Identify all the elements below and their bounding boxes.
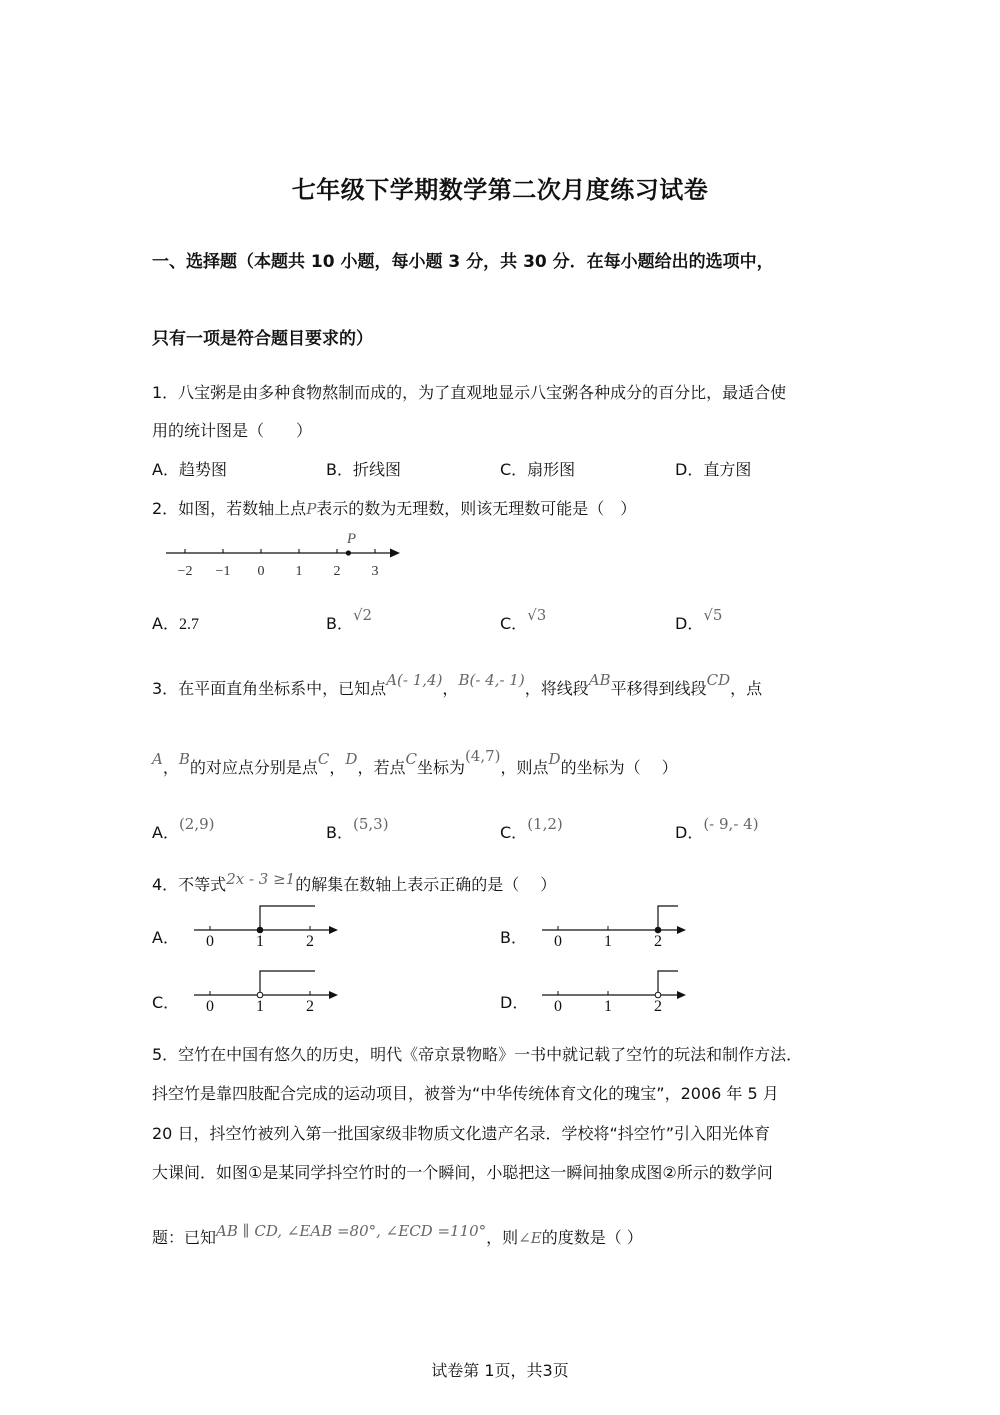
q3-option-a [152, 815, 215, 843]
q3-l2-c: C [317, 750, 330, 768]
q3-l2-text-3: ， [329, 758, 346, 777]
q4-solution-ray [658, 906, 678, 930]
q2-option-b-label: B． [326, 614, 353, 633]
q4-option-b-number-line [538, 900, 698, 956]
q2-tick-label: 3 [371, 564, 379, 579]
q3-l2-text-1: ， [162, 758, 179, 777]
q4-solution-ray [260, 971, 315, 995]
q3-option-a-value: (2,9) [178, 815, 215, 833]
q4-tick-label: 0 [554, 933, 562, 950]
q3-l2-text-7: 的坐标为（ ） [560, 758, 678, 777]
q3-option-b [326, 815, 389, 843]
q4-tick-label: 2 [654, 998, 662, 1015]
q4-tick-label: 2 [306, 933, 314, 950]
q4-tick-label: 1 [604, 933, 612, 950]
q1-stem-line2: 用的统计图是（ ） [152, 421, 313, 440]
q3-option-d-value: (- 9,- 4) [703, 815, 759, 833]
q3-l2-text-2: 的对应点分别是点 [189, 758, 318, 777]
q4-tick-label: 1 [256, 933, 264, 950]
q4-tick-label: 2 [654, 933, 662, 950]
q4-tick-label: 0 [206, 933, 214, 950]
q2-option-c-label: C． [500, 614, 528, 633]
q3-segment-cd: CD [706, 671, 731, 689]
q3-option-c [500, 815, 563, 843]
q3-text-3: ，将线段 [524, 679, 589, 698]
page-footer: 试卷第 1页，共3页 [431, 1361, 569, 1380]
q3-option-a-label: A． [152, 823, 179, 842]
q3-l2-c2: C [405, 750, 417, 768]
q5-l5-post: 的度数是（ ） [541, 1228, 643, 1247]
q4-open-point [257, 992, 263, 998]
q4-tick-label: 0 [554, 998, 562, 1015]
q2-option-a [152, 611, 199, 634]
q3-stem-line1 [152, 671, 763, 699]
q3-text-4: 平移得到线段 [610, 679, 707, 698]
q3-stem-line2 [152, 747, 678, 778]
q4-axis-arrow [329, 991, 338, 999]
q5-stem-line3: 20 日，抖空竹被列入第一批国家级非物质文化遗产名录．学校将“抖空竹”引入阳光体育 [152, 1124, 771, 1143]
q4-option-c-number-line [190, 965, 350, 1021]
q3-point-a: A(- 1,4) [386, 671, 443, 689]
q3-text-5: ，点 [730, 679, 763, 698]
q3-l2-d2: D [548, 750, 561, 768]
q3-l2-d: D [345, 750, 358, 768]
q1-option-a: A．趋势图 [152, 460, 227, 479]
q4-solution-ray [260, 906, 315, 930]
q5-l5-mid: ，则 [486, 1228, 519, 1247]
q5-stem-line1: 5．空竹在中国有悠久的历史，明代《帝京景物略》一书中就记载了空竹的玩法和制作方法． [152, 1045, 803, 1064]
q3-l2-text-4: ，若点 [357, 758, 406, 777]
q3-text-1: 3．在平面直角坐标系中，已知点 [152, 679, 387, 698]
q2-option-d-label: D． [675, 614, 704, 633]
q4-stem [152, 872, 556, 895]
q4-option-a-label: A． [152, 928, 179, 947]
q5-stem-line4: 大课间．如图①是某同学抖空竹时的一个瞬间，小聪把这一瞬间抽象成图②所示的数学问 [152, 1163, 773, 1182]
q2-stem-pre: 2．如图，若数轴上点 [152, 499, 307, 518]
q2-option-a-value: 2.7 [178, 616, 199, 633]
q4-stem-post: 的解集在数轴上表示正确的是（ ） [295, 875, 557, 894]
q3-l2-a: A [152, 750, 163, 768]
q3-l2-text-6: ，则点 [500, 758, 549, 777]
q5-stem-line2: 抖空竹是靠四肢配合完成的运动项目，被誉为“中华传统体育文化的瑰宝”，2006 年 5 月 [152, 1084, 779, 1103]
exam-title: 七年级下学期数学第二次月度练习试卷 [291, 176, 709, 204]
q2-number-line [160, 528, 410, 584]
q3-l2-text-5: 坐标为 [416, 758, 465, 777]
q1-option-d: D．直方图 [675, 460, 752, 479]
q1-option-b: B．折线图 [326, 460, 401, 479]
q2-option-d [675, 606, 723, 634]
q3-option-c-label: C． [500, 823, 528, 842]
q4-tick-label: 0 [206, 998, 214, 1015]
q4-stem-pre: 4．不等式 [152, 875, 227, 894]
q4-option-b-label: B． [500, 928, 527, 947]
q2-stem-var: P [306, 500, 317, 518]
q4-tick-label: 1 [256, 998, 264, 1015]
q3-option-c-value: (1,2) [527, 815, 563, 833]
q4-tick-label: 1 [604, 998, 612, 1015]
q2-option-a-label: A． [152, 614, 179, 633]
q4-solution-ray [658, 971, 678, 995]
q4-inequality: 2x - 3 ≥1 [226, 870, 296, 888]
q5-l5-given: AB ∥ CD, ∠EAB =80°, ∠ECD =110° [216, 1222, 487, 1240]
q4-option-c-label: C． [152, 993, 180, 1012]
q2-point-p [346, 550, 351, 555]
q3-point-b: B(- 4,- 1) [458, 671, 525, 689]
q5-l5-pre: 题：已知 [152, 1228, 217, 1247]
q2-option-c [500, 606, 547, 634]
q2-option-d-value: √5 [703, 606, 723, 624]
q4-axis-arrow [677, 926, 686, 934]
q2-tick-label: −2 [177, 564, 193, 579]
q2-option-b-value: √2 [352, 606, 373, 624]
q3-option-d-label: D． [675, 823, 704, 842]
q4-axis-arrow [677, 991, 686, 999]
q2-tick-label: 0 [257, 564, 265, 579]
q2-option-c-value: √3 [527, 606, 547, 624]
section-heading-line1: 一、选择题（本题共 10 小题，每小题 3 分，共 30 分．在每小题给出的选项中， [152, 252, 774, 272]
q4-closed-point [257, 927, 263, 933]
q4-option-a-number-line [190, 900, 350, 956]
q2-option-b [326, 606, 373, 634]
q2-point-label: P [346, 531, 356, 547]
q2-tick-label: −1 [215, 564, 231, 579]
q4-option-d-label: D． [500, 993, 529, 1012]
q5-stem-line5 [152, 1222, 643, 1248]
q3-segment-ab: AB [588, 671, 611, 689]
q3-text-2: ， [442, 679, 459, 698]
q2-stem-post: 表示的数为无理数，则该无理数可能是（ ） [316, 499, 637, 518]
q4-closed-point [655, 927, 661, 933]
q3-option-b-label: B． [326, 823, 353, 842]
q3-option-d [675, 815, 759, 843]
q1-stem-line1: 1．八宝粥是由多种食物熬制而成的，为了直观地显示八宝粥各种成分的百分比，最适合使 [152, 383, 787, 402]
q3-l2-coord: (4,7) [464, 747, 501, 765]
q2-tick-label: 2 [333, 564, 341, 579]
q2-tick-label: 1 [295, 564, 303, 579]
q3-l2-b: B [178, 750, 190, 768]
q4-open-point [655, 992, 661, 998]
q1-option-c: C．扇形图 [500, 460, 576, 479]
q2-stem [152, 496, 636, 519]
q3-option-b-value: (5,3) [352, 815, 389, 833]
q4-option-d-number-line [538, 965, 698, 1021]
q5-l5-angle: ∠E [518, 1229, 542, 1247]
q4-tick-label: 2 [306, 998, 314, 1015]
section-heading-line2: 只有一项是符合题目要求的） [152, 329, 373, 349]
q4-axis-arrow [329, 926, 338, 934]
